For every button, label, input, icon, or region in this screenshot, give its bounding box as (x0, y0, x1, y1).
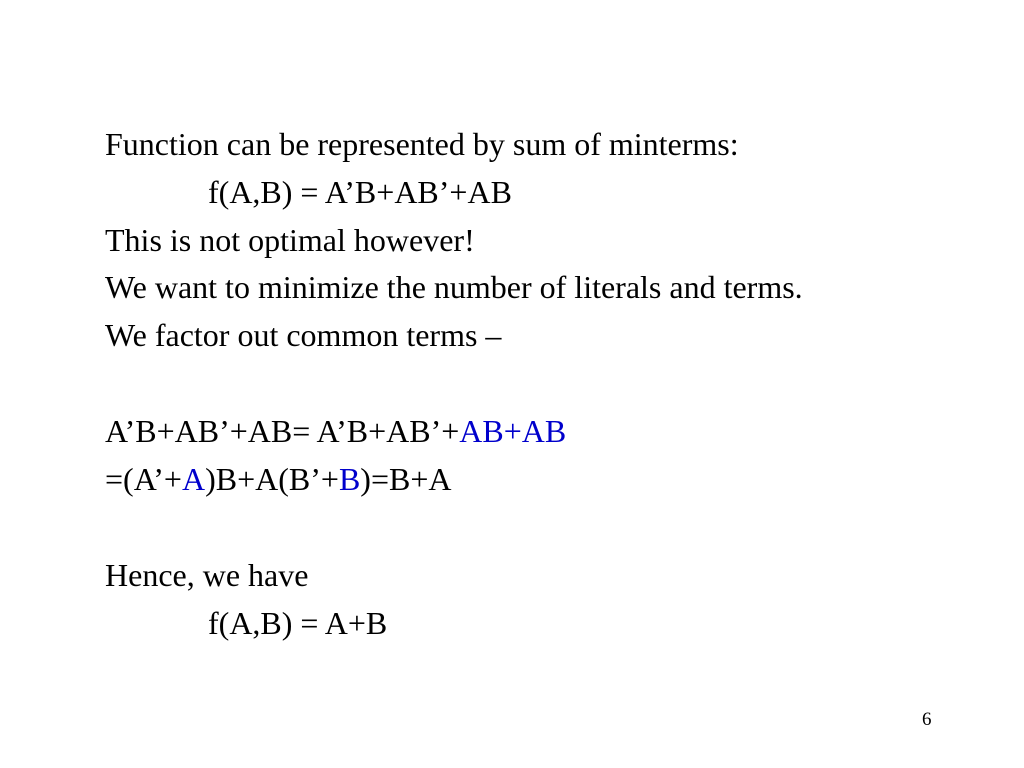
result-expression: f(A,B) = A+B (208, 605, 388, 641)
derivation-line-2 (105, 459, 451, 499)
factor-text: We factor out common terms – (105, 317, 502, 353)
derivation-2-part1: =(A’+ (105, 461, 182, 497)
derivation-1-prefix: A’B+AB’+AB= A’B+AB’+ (105, 413, 460, 449)
derivation-1-highlight: AB+AB (459, 413, 567, 449)
minterm-expression: f(A,B) = A’B+AB’+AB (208, 174, 512, 210)
derivation-2-part3: )=B+A (360, 461, 452, 497)
minimize-text: We want to minimize the number of literals and terms. (105, 269, 803, 305)
not-optimal-text: This is not optimal however! (105, 222, 475, 258)
derivation-2-highlight-a: A (181, 461, 206, 497)
intro-text: Function can be represented by sum of minterms: (105, 126, 739, 162)
derivation-2-highlight-b: B (338, 461, 361, 497)
derivation-2-part2: )B+A(B’+ (205, 461, 339, 497)
page-number: 6 (922, 709, 932, 730)
conclusion-text: Hence, we have (105, 557, 309, 593)
derivation-line-1 (105, 411, 566, 451)
